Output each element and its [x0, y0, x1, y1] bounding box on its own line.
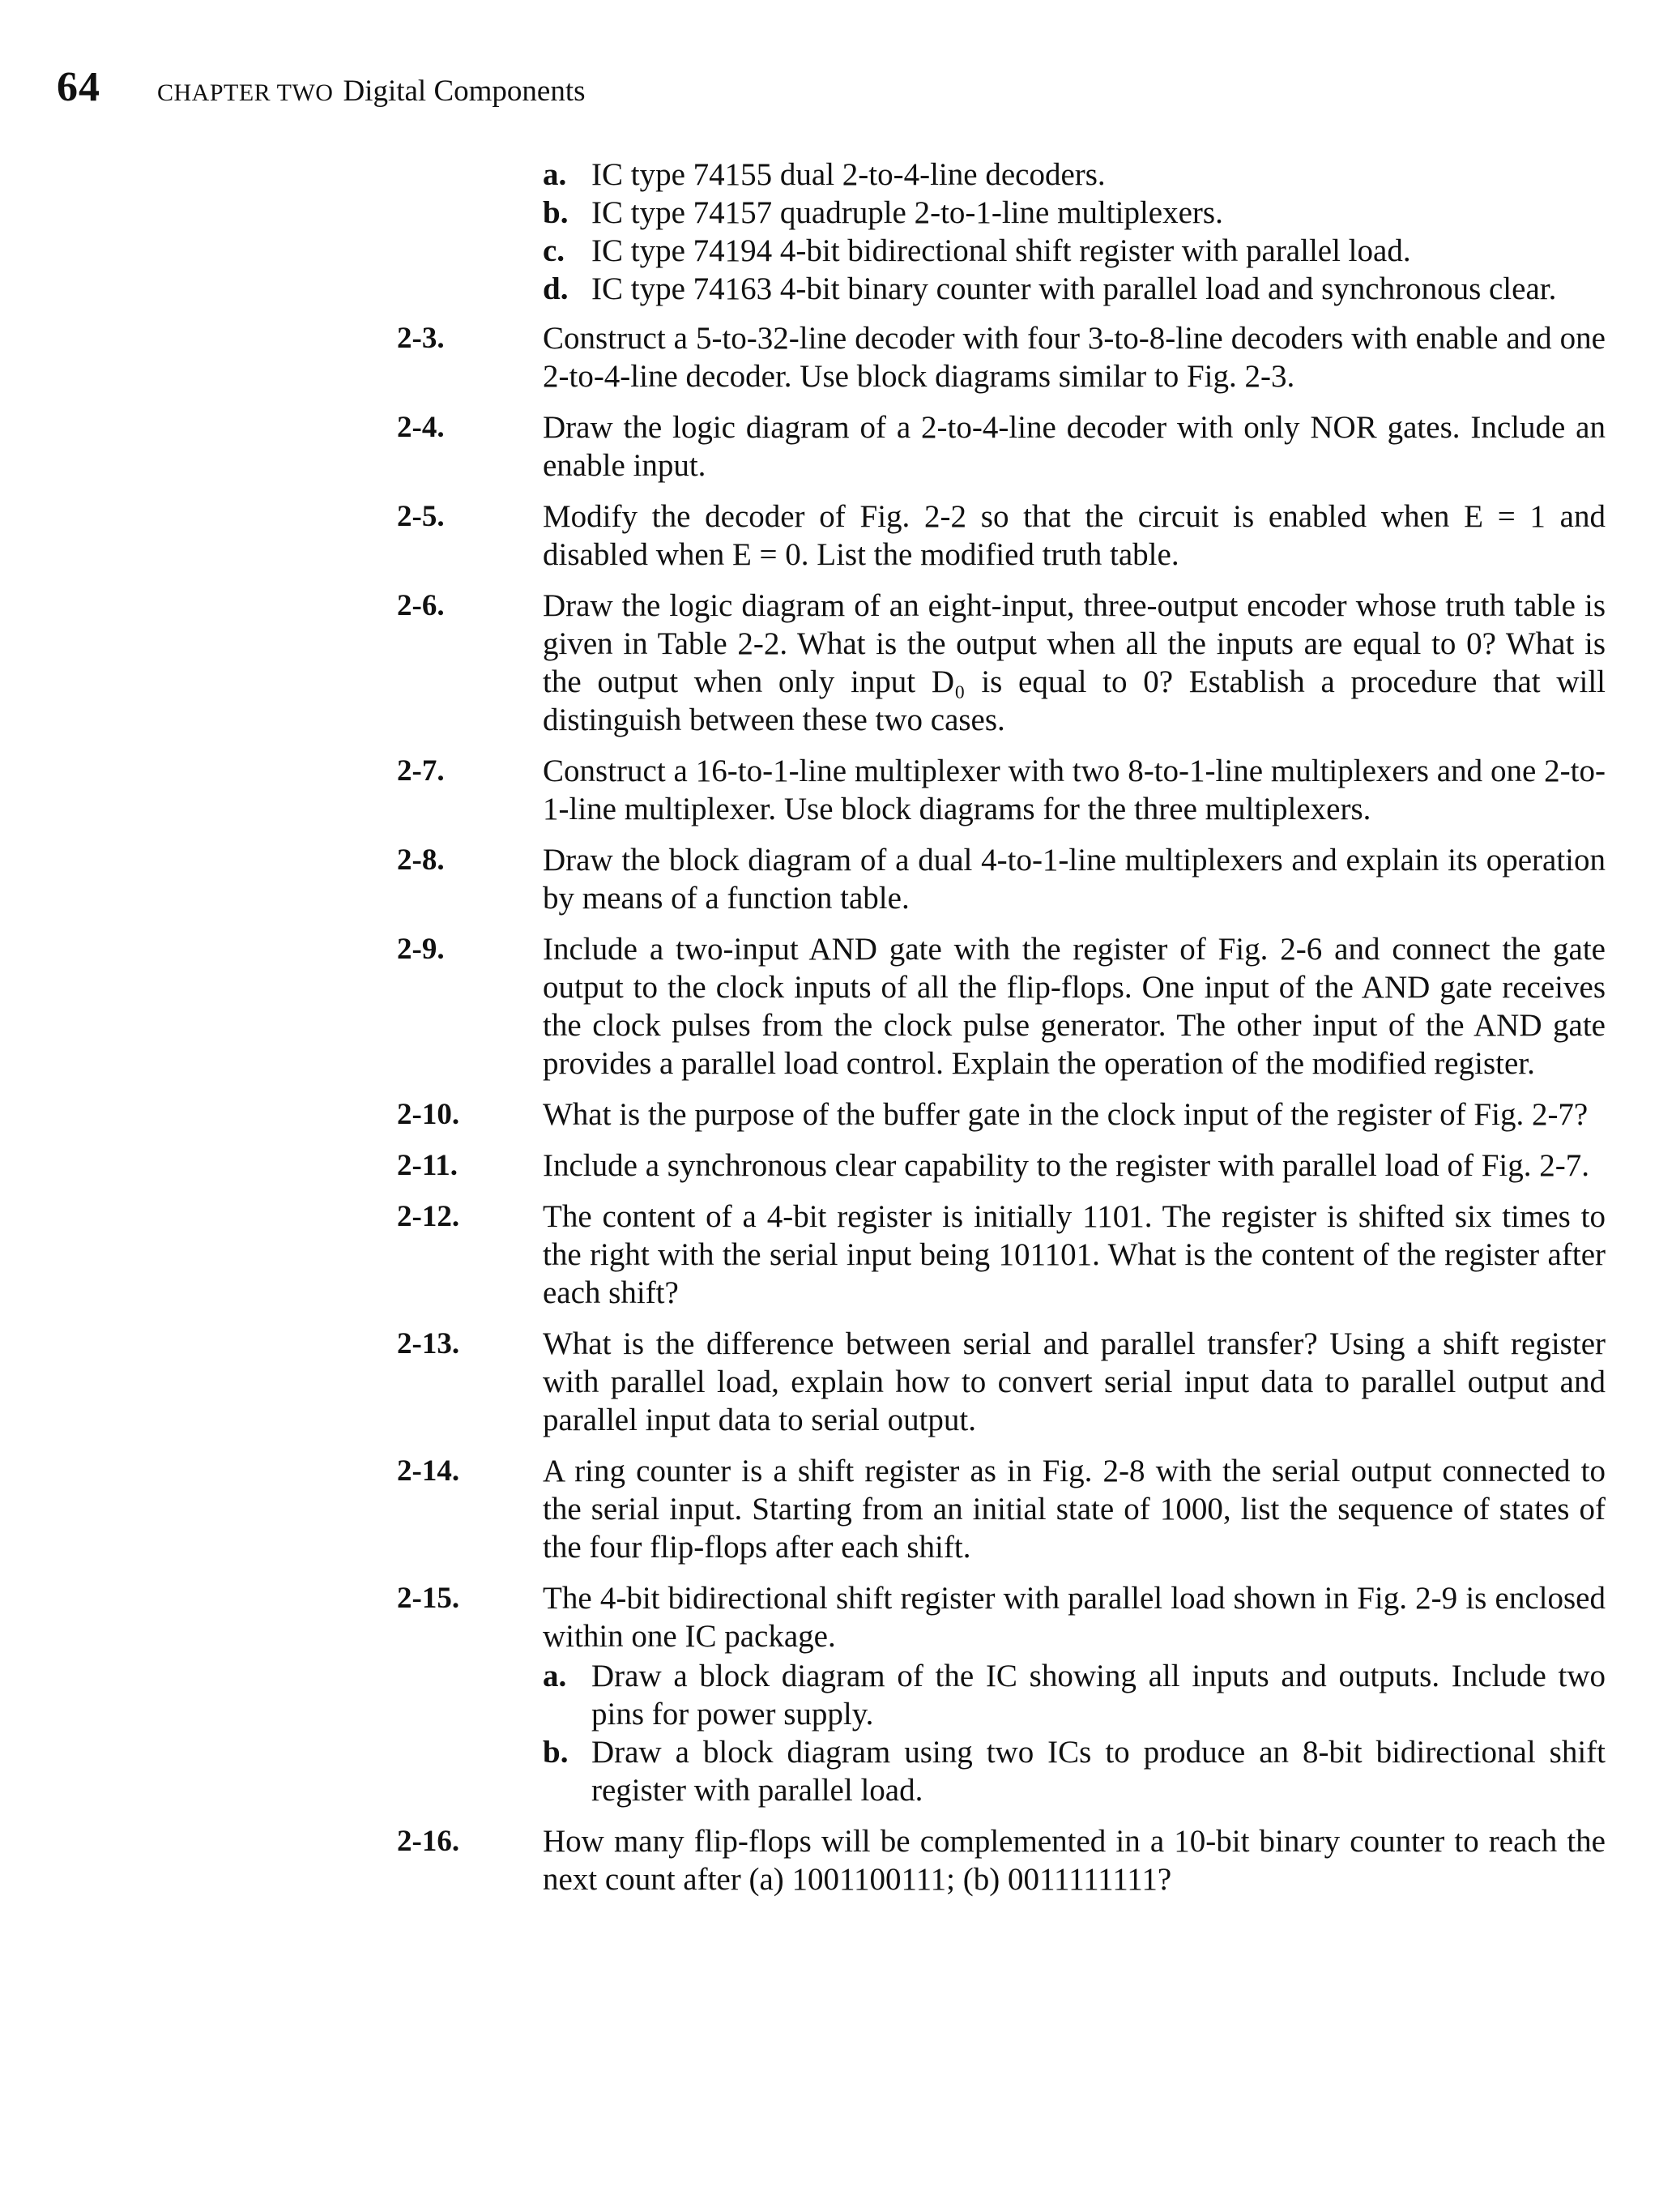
problem-2-3 [397, 319, 1606, 395]
problem-2-9 [397, 930, 1606, 1083]
page-header [57, 63, 586, 111]
problem-2-14 [397, 1452, 1606, 1566]
problem-2-8 [397, 841, 1606, 917]
problems-section [0, 156, 1659, 1911]
item-text: IC type 74163 4-bit binary counter with parallel load and synchronous clear. [591, 271, 1557, 306]
problem-number: 2-10. [397, 1098, 460, 1131]
problem-text: The 4-bit bidirectional shift register with parallel load shown in Fig. 2-9 is enclosed within one IC package. [543, 1581, 1606, 1654]
intro-item [543, 194, 1606, 232]
problem-2-10 [397, 1095, 1606, 1134]
problem-text: Include a two-input AND gate with the register of Fig. 2-6 and connect the gate output to the clock inputs of all the flip-flops. One input of the AND gate receives the clock pulses from the clock pulse generator. The other input of the AND gate provides a parallel load control. Explain the operation of the modified register. [543, 932, 1606, 1081]
problem-number: 2-3. [397, 322, 445, 355]
problem-number: 2-16. [397, 1825, 460, 1858]
problem-2-4 [397, 408, 1606, 485]
intro-item [543, 270, 1606, 308]
problem-number: 2-13. [397, 1327, 460, 1360]
problem-2-5 [397, 497, 1606, 574]
problem-number: 2-14. [397, 1454, 460, 1488]
problem-number: 2-15. [397, 1582, 460, 1615]
item-letter: a. [543, 157, 567, 192]
intro-item [543, 156, 1606, 194]
problem-2-11 [397, 1147, 1606, 1185]
item-letter: b. [543, 195, 569, 230]
item-text: Draw a block diagram using two ICs to produce an 8-bit bidirectional shift register with parallel load. [591, 1735, 1606, 1808]
problem-number: 2-11. [397, 1149, 458, 1182]
problem-number: 2-7. [397, 754, 445, 788]
problem-2-16 [397, 1822, 1606, 1898]
page-number: 64 [57, 64, 100, 110]
problem-text: The content of a 4-bit register is initially 1101. The register is shifted six times to the right with the serial input being 101101. What is the content of the register after each shift? [543, 1199, 1606, 1310]
intro-item-list [543, 156, 1606, 308]
problem-text: What is the purpose of the buffer gate in the clock input of the register of Fig. 2-7? [543, 1097, 1589, 1132]
item-text: IC type 74157 quadruple 2-to-1-line multiplexers. [591, 195, 1223, 230]
item-letter: c. [543, 233, 565, 268]
problem-2-15 [397, 1579, 1606, 1809]
problem-text: How many flip-flops will be complemented in a 10-bit binary counter to reach the next count after (a) 1001100111; (b) 0011111111? [543, 1824, 1606, 1897]
sub-item [543, 1733, 1606, 1809]
problem-number: 2-12. [397, 1200, 460, 1233]
problem-number: 2-5. [397, 500, 445, 533]
problem-text: Modify the decoder of Fig. 2-2 so that the circuit is enabled when E = 1 and disabled when E = 0. List the modified truth table. [543, 499, 1606, 572]
item-text: IC type 74194 4-bit bidirectional shift register with parallel load. [591, 233, 1411, 268]
problem-text: What is the difference between serial and parallel transfer? Using a shift register with parallel load, explain how to convert serial input data to parallel output and parallel input data to serial output. [543, 1326, 1606, 1437]
problem-text: Draw the logic diagram of an eight-input, three-output encoder whose truth table is given in Table 2-2. What is the output when all the inputs are equal to 0? What is the output when only input D₀ is equal to 0? Establish a procedure that will distinguish between these two cases. [543, 588, 1606, 737]
problem-number: 2-6. [397, 589, 445, 622]
intro-item [543, 232, 1606, 270]
problem-text: Draw the block diagram of a dual 4-to-1-line multiplexers and explain its operation by means of a function table. [543, 843, 1606, 916]
item-letter: a. [543, 1659, 567, 1693]
problem-text: Include a synchronous clear capability to the register with parallel load of Fig. 2-7. [543, 1148, 1590, 1183]
problem-2-6 [397, 587, 1606, 739]
problem-number: 2-9. [397, 933, 445, 966]
item-letter: b. [543, 1735, 569, 1770]
item-text: IC type 74155 dual 2-to-4-line decoders. [591, 157, 1106, 192]
problem-text: A ring counter is a shift register as in Fig. 2-8 with the serial output connected to the serial input. Starting from an initial state of 1000, list the sequence of states of the four flip-flops after each shift. [543, 1454, 1606, 1565]
problem-number: 2-8. [397, 843, 445, 877]
sub-item [543, 1657, 1606, 1733]
chapter-title: Digital Components [343, 75, 586, 108]
problem-number: 2-4. [397, 411, 445, 444]
problem-2-12 [397, 1198, 1606, 1312]
problem-text: Construct a 16-to-1-line multiplexer with two 8-to-1-line multiplexers and one 2-to-1-line multiplexer. Use block diagrams for the three multiplexers. [543, 754, 1606, 826]
problem-text: Construct a 5-to-32-line decoder with four 3-to-8-line decoders with enable and one 2-to-4-line decoder. Use block diagrams similar to Fig. 2-3. [543, 321, 1606, 394]
item-text: Draw a block diagram of the IC showing all inputs and outputs. Include two pins for power supply. [591, 1659, 1606, 1732]
item-letter: d. [543, 271, 569, 306]
problem-text: Draw the logic diagram of a 2-to-4-line decoder with only NOR gates. Include an enable input. [543, 410, 1606, 483]
problem-2-15-item-list [543, 1657, 1606, 1809]
chapter-label: CHAPTER TWO [157, 79, 334, 106]
problem-2-13 [397, 1325, 1606, 1439]
problem-2-7 [397, 752, 1606, 828]
